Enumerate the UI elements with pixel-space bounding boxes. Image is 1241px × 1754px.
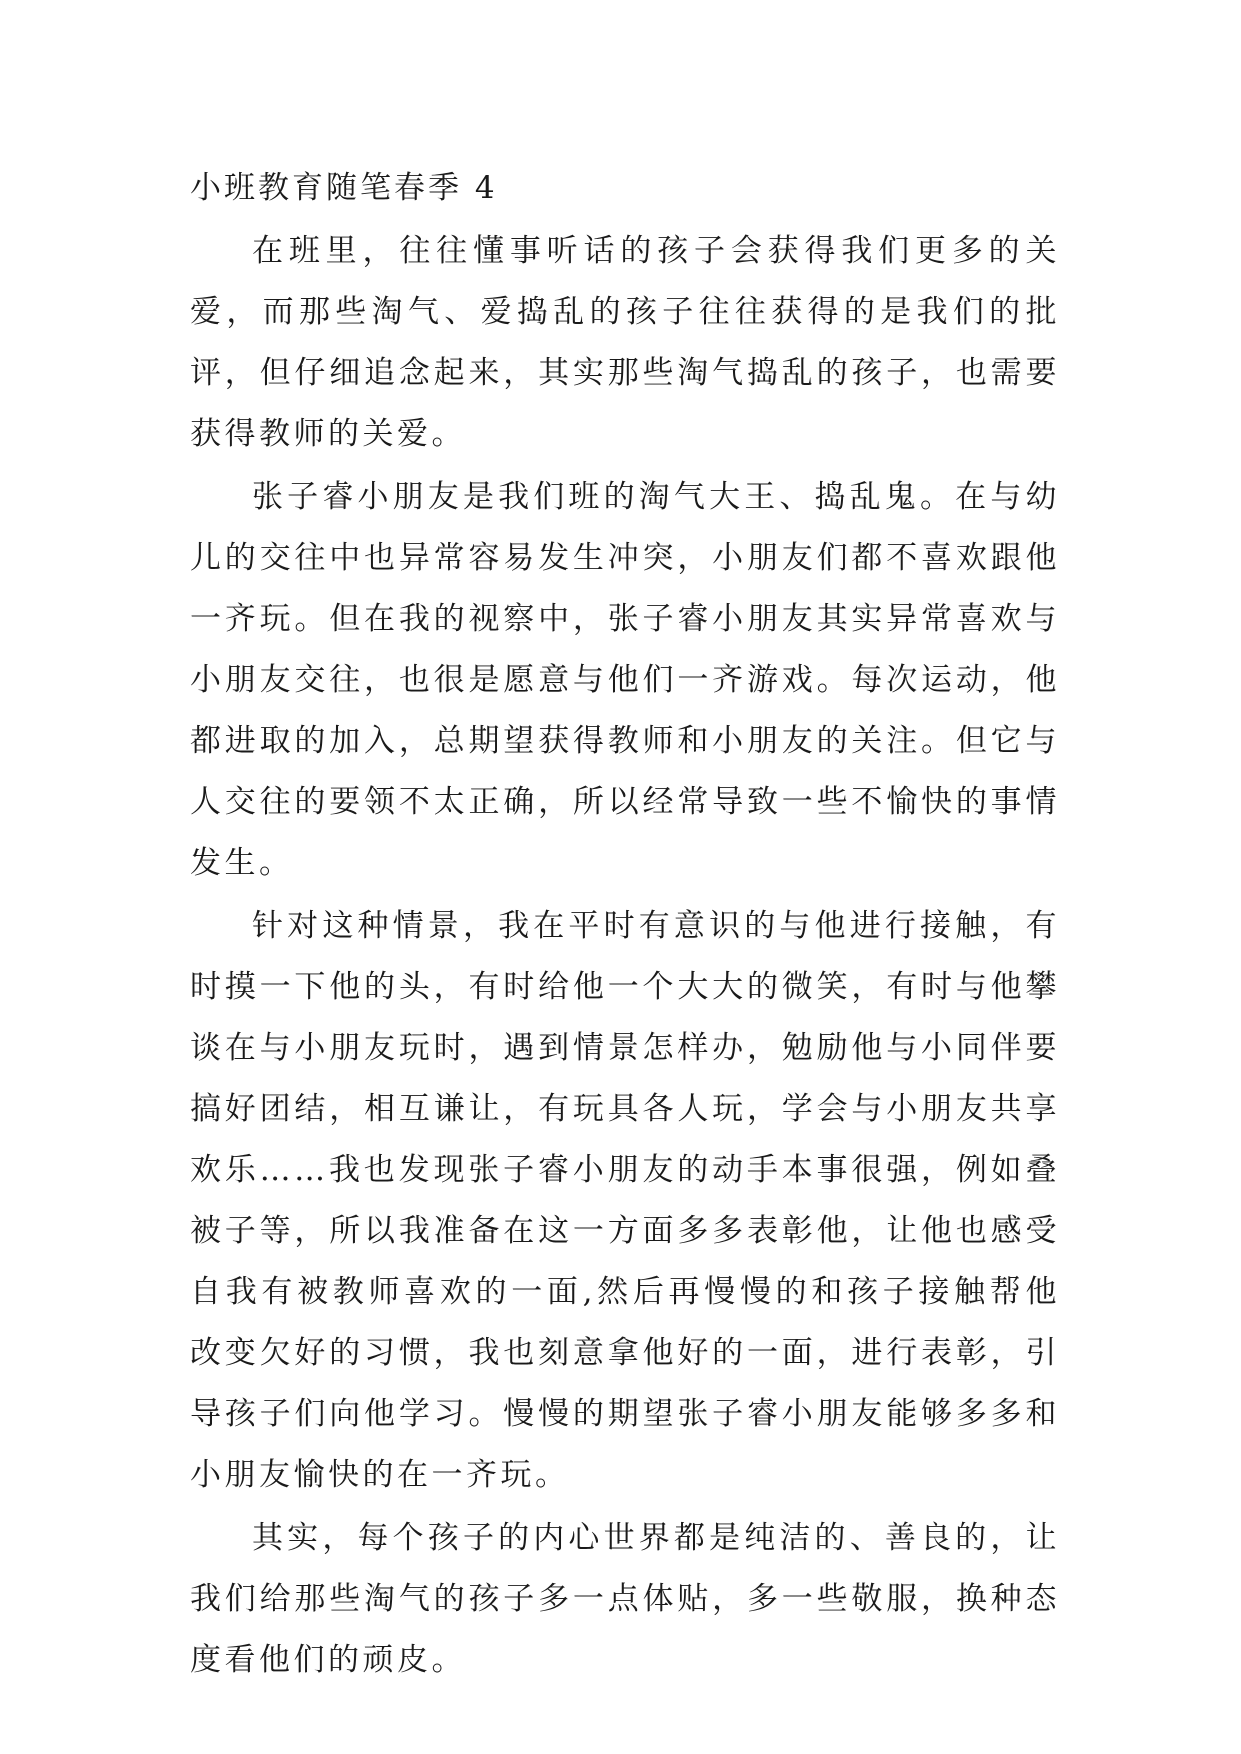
paragraph-1: 在班里，往往懂事听话的孩子会获得我们更多的关爱，而那些淘气、爱捣乱的孩子往往获得的是我们的批评，但仔细追念起来，其实那些淘气捣乱的孩子，也需要获得教师的关爱。: [190, 233, 1060, 452]
document-body: [190, 158, 1060, 1691]
paragraph-3: 针对这种情景，我在平时有意识的与他进行接触，有时摸一下他的头，有时给他一个大大的微笑，有时与他攀谈在与小朋友玩时，遇到情景怎样办，勉励他与小同伴要搞好团结，相互谦让，有玩具各人玩，学会与小朋友共享欢乐……我也发现张子睿小朋友的动手本事很强，例如叠被子等，所以我准备在这一方面多多表彰他，让他也感受自我有被教师喜欢的一面,然后再慢慢的和孩子接触帮他改变欠好的习惯，我也刻意拿他好的一面，进行表彰，引导孩子们向他学习。慢慢的期望张子睿小朋友能够多多和小朋友愉快的在一齐玩。: [190, 908, 1060, 1493]
paragraph-4: 其实，每个孩子的内心世界都是纯洁的、善良的，让我们给那些淘气的孩子多一点体贴，多一些敬服，换种态度看他们的顽皮。: [190, 1520, 1060, 1678]
document-title: 小班教育随笔春季 4: [190, 170, 498, 206]
paragraph-2: 张子睿小朋友是我们班的淘气大王、捣乱鬼。在与幼儿的交往中也异常容易发生冲突，小朋友们都不喜欢跟他一齐玩。但在我的视察中，张子睿小朋友其实异常喜欢与小朋友交往，也很是愿意与他们一齐游戏。每次运动，他都进取的加入，总期望获得教师和小朋友的关注。但它与人交往的要领不太正确，所以经常导致一些不愉快的事情发生。: [190, 479, 1060, 881]
